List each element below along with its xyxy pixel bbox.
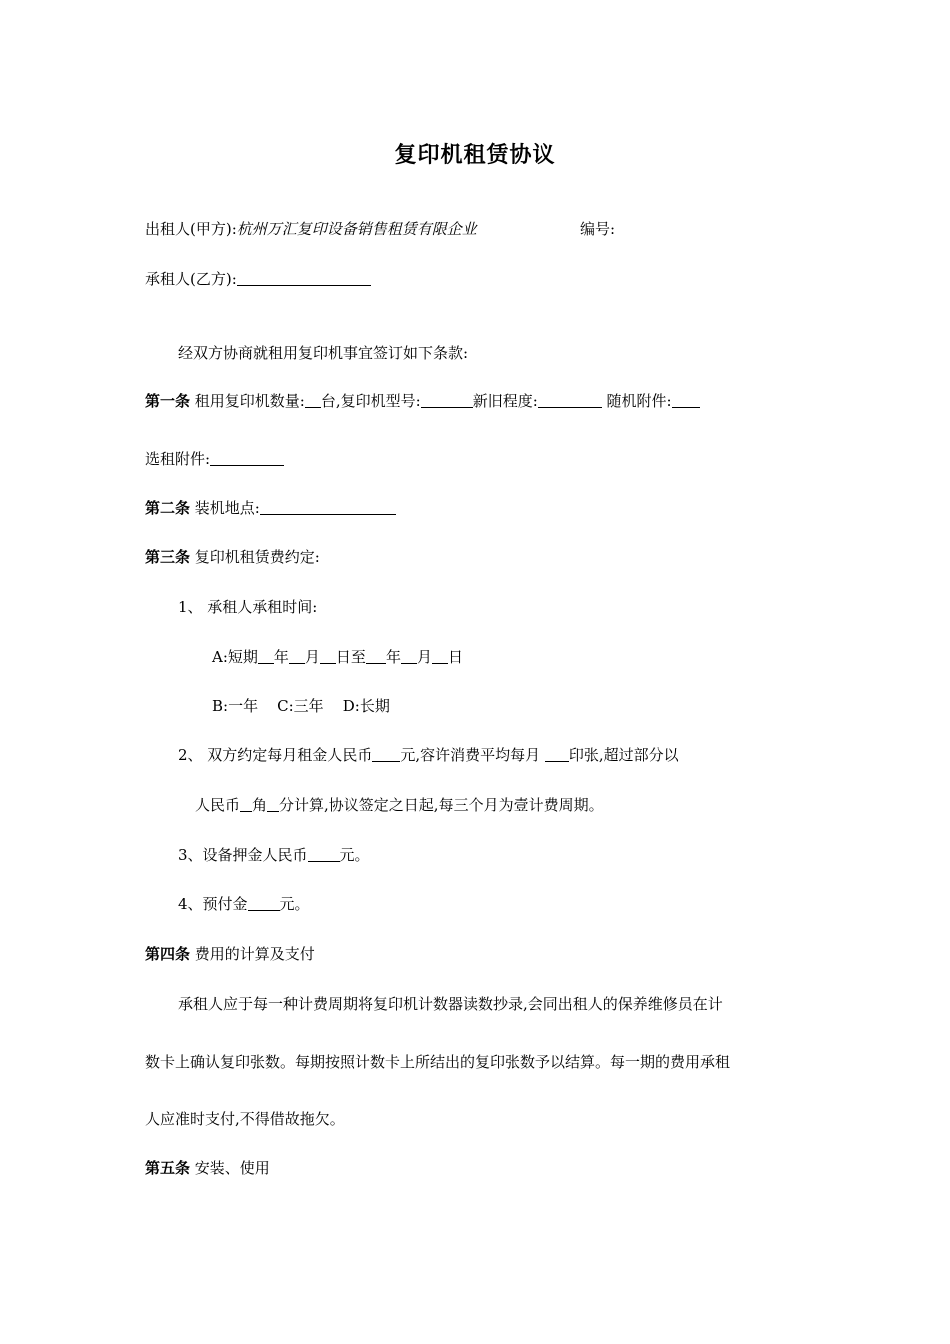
article-4-title: 第四条 <box>145 945 191 963</box>
article-3-item-3 <box>178 845 370 865</box>
article-5-title: 第五条 <box>145 1159 191 1177</box>
month-blank <box>289 648 305 664</box>
fen-blank <box>267 796 279 812</box>
day-to-label: 日至 <box>335 648 366 666</box>
end-year-label: 年 <box>385 648 401 666</box>
condition-label: 新旧程度: <box>472 392 538 410</box>
overage-label: 印张,超过部分以 <box>568 746 679 764</box>
contract-number-label: 编号: <box>580 220 616 238</box>
day-blank <box>320 648 336 664</box>
lessor-line <box>145 219 616 239</box>
model-label: 台,复印机型号: <box>320 392 421 410</box>
lessee-line <box>145 269 371 289</box>
intro-text: 经双方协商就租用复印机事宜签订如下条款: <box>178 344 469 362</box>
end-month-blank <box>401 648 417 664</box>
short-term-label: A:短期 <box>212 648 258 666</box>
article-1-line-2 <box>145 449 284 469</box>
article-4-line <box>145 944 315 964</box>
article-1-title: 第一条 <box>145 392 191 410</box>
article-3-item-1: 1、 承租人承租时间: <box>178 598 318 616</box>
overage-rmb-label: 人民币 <box>195 796 241 814</box>
allowed-copies-label: 元,容许消费平均每月 <box>400 746 541 764</box>
deposit-unit: 元。 <box>339 846 370 864</box>
billing-cycle-text: 分计算,协议签定之日起,每三个月为壹计费周期。 <box>279 796 604 814</box>
optional-accessories-label: 选租附件: <box>145 450 211 468</box>
year-blank <box>258 648 274 664</box>
end-month-label: 月 <box>416 648 432 666</box>
article-3-title: 第三条 <box>145 548 191 566</box>
quantity-label: 租用复印机数量: <box>194 392 305 410</box>
prepayment-unit: 元。 <box>279 895 310 913</box>
optional-accessories-blank <box>210 450 284 466</box>
end-year-blank <box>366 648 386 664</box>
deposit-label: 3、设备押金人民币 <box>178 846 308 864</box>
lessor-label: 出租人(甲方): <box>145 220 237 238</box>
term-options-line: B:一年 C:三年 D:长期 <box>212 697 390 715</box>
prepayment-blank <box>248 895 280 911</box>
condition-blank <box>538 392 602 408</box>
install-location-blank <box>260 499 396 515</box>
article-5-line <box>145 1158 270 1178</box>
short-term-line <box>212 647 463 667</box>
monthly-rent-label: 2、 双方约定每月租金人民币 <box>178 746 373 764</box>
article-4-para-1: 承租人应于每一种计费周期将复印机计数器读数抄录,会同出租人的保养维修员在计 <box>178 995 723 1013</box>
month-label: 月 <box>304 648 320 666</box>
article-4-text: 费用的计算及支付 <box>194 945 315 963</box>
article-3-item-2 <box>178 745 679 765</box>
article-2-line <box>145 498 396 518</box>
install-location-label: 装机地点: <box>194 499 260 517</box>
article-1-line-1 <box>145 391 700 411</box>
lessee-label: 承租人(乙方): <box>145 270 237 288</box>
article-4-para-2: 数卡上确认复印张数。每期按照计数卡上所结出的复印张数予以结算。每一期的费用承租 <box>145 1053 731 1071</box>
jiao-blank <box>240 796 252 812</box>
article-3-item-4 <box>178 894 310 914</box>
prepayment-label: 4、预付金 <box>178 895 248 913</box>
accessories-label: 随机附件: <box>606 392 672 410</box>
article-4-para-3: 人应准时支付,不得借故拖欠。 <box>145 1110 345 1128</box>
document-title: 复印机租赁协议 <box>394 142 556 168</box>
end-day-label: 日 <box>447 648 463 666</box>
article-3-line <box>145 547 320 567</box>
deposit-blank <box>308 846 340 862</box>
lessor-name: 杭州万汇复印设备销售租赁有限企业 <box>236 220 477 238</box>
jiao-label: 角 <box>252 796 268 814</box>
quantity-blank <box>305 392 321 408</box>
article-3-text: 复印机租赁费约定: <box>194 548 320 566</box>
lessee-blank <box>237 270 371 286</box>
model-blank <box>421 392 473 408</box>
article-3-item-2-cont <box>195 795 604 815</box>
monthly-rent-blank <box>372 746 400 762</box>
article-5-text: 安装、使用 <box>194 1159 270 1177</box>
end-day-blank <box>432 648 448 664</box>
article-2-title: 第二条 <box>145 499 191 517</box>
accessories-blank <box>672 392 700 408</box>
allowed-copies-blank <box>545 746 569 762</box>
year-label: 年 <box>273 648 289 666</box>
